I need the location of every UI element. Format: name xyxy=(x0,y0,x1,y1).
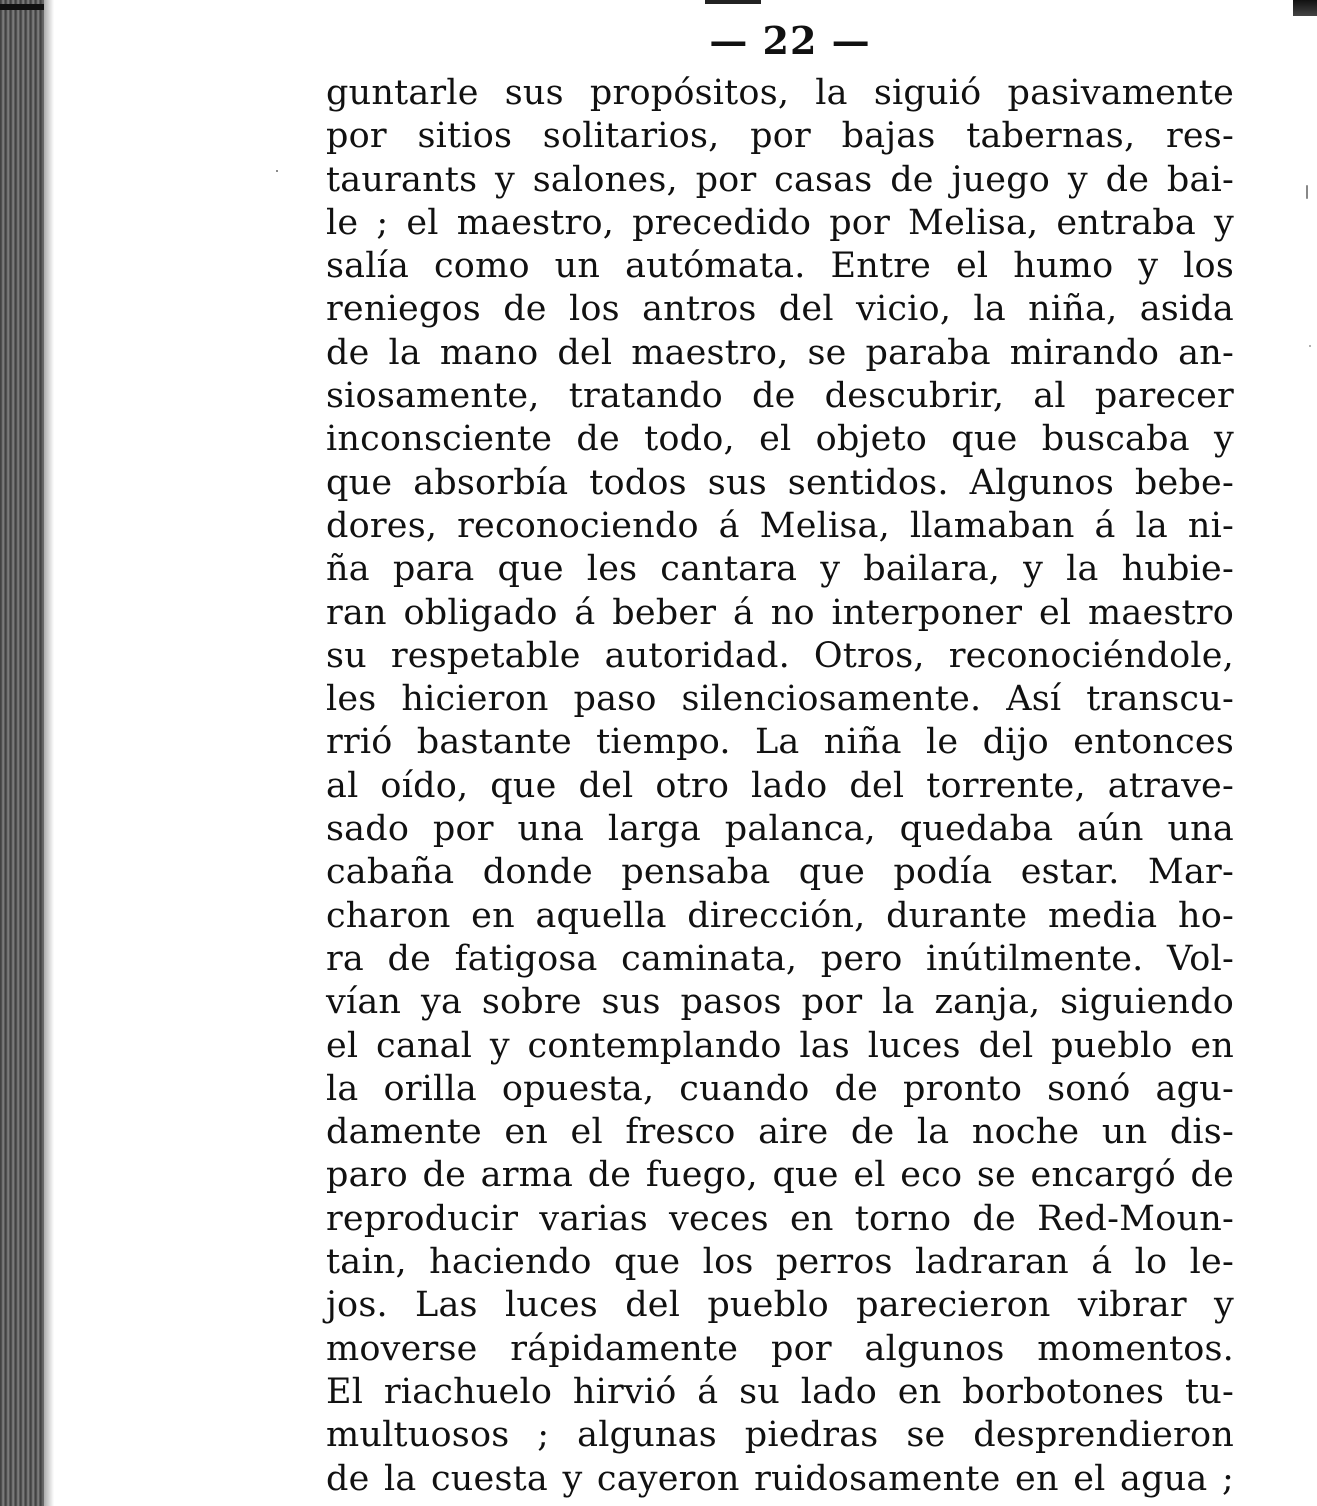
text-line: le ; el maestro, precedido por Melisa, entraba y xyxy=(326,202,1234,243)
text-line: tain, haciendo que los perros ladraran á lo le- xyxy=(326,1242,1234,1283)
page-number: — 22 — xyxy=(709,18,871,63)
text-line: guntarle sus propósitos, la siguió pasivamente xyxy=(326,73,1234,113)
text-line: el canal y contemplando las luces del pueblo en xyxy=(326,1025,1234,1066)
text-line: reniegos de los antros del vicio, la niña, asida xyxy=(326,289,1234,330)
text-line: vían ya sobre sus pasos por la zanja, siguiendo xyxy=(326,982,1234,1023)
text-line: cabaña donde pensaba que podía estar. Mar- xyxy=(326,852,1234,893)
paper-speck xyxy=(276,170,278,172)
text-line: les hicieron paso silenciosamente. Así transcu- xyxy=(326,679,1234,720)
text-line: ran obligado á beber á no interponer el maestro xyxy=(326,592,1234,633)
text-line: por sitios solitarios, por bajas tabernas, res- xyxy=(326,116,1234,157)
text-line: siosamente, tratando de descubrir, al parecer xyxy=(326,376,1234,417)
text-line: su respetable autoridad. Otros, reconociéndole, xyxy=(326,635,1234,676)
text-line: damente en el fresco aire de la noche un dis- xyxy=(326,1112,1234,1153)
text-line: salía como un autómata. Entre el humo y los xyxy=(326,246,1234,287)
text-line: taurants y salones, por casas de juego y de bai- xyxy=(326,159,1234,200)
text-line: ra de fatigosa caminata, pero inútilmente. Vol- xyxy=(326,938,1234,979)
scan-edge-mark xyxy=(705,0,761,4)
book-binding-edge xyxy=(0,0,44,1506)
text-line: que absorbía todos sus sentidos. Algunos bebe- xyxy=(326,462,1234,503)
text-line: charon en aquella dirección, durante media ho- xyxy=(326,895,1234,936)
text-line: dores, reconociendo á Melisa, llamaban á la ni- xyxy=(326,505,1234,546)
paper-speck xyxy=(1309,345,1311,347)
text-line: jos. Las luces del pueblo parecieron vibrar y xyxy=(326,1285,1234,1326)
text-line: rrió bastante tiempo. La niña le dijo entonces xyxy=(326,722,1234,763)
text-line: la orilla opuesta, cuando de pronto sonó agu- xyxy=(326,1068,1234,1109)
text-line: reproducir varias veces en torno de Red-Moun- xyxy=(326,1198,1234,1239)
body-text xyxy=(326,72,1234,1501)
text-line: inconsciente de todo, el objeto que buscaba y xyxy=(326,419,1234,460)
text-line: El riachuelo hirvió á su lado en borbotones tu- xyxy=(326,1371,1234,1412)
paper-speck xyxy=(1306,185,1308,199)
text-line: multuosos ; algunas piedras se desprendieron xyxy=(326,1415,1234,1456)
text-line: paro de arma de fuego, que el eco se encargó de xyxy=(326,1155,1234,1196)
text-line: de la cuesta y cayeron ruidosamente en el agua ; xyxy=(326,1458,1234,1499)
text-line: ña para que les cantara y bailara, y la hubie- xyxy=(326,549,1234,590)
text-line: sado por una larga palanca, quedaba aún una xyxy=(326,809,1234,850)
text-line: al oído, que del otro lado del torrente, atrave- xyxy=(326,765,1234,806)
scan-edge-mark xyxy=(1293,0,1317,16)
scan-edge-mark xyxy=(0,4,44,10)
text-line: moverse rápidamente por algunos momentos. xyxy=(326,1328,1234,1369)
text-line: de la mano del maestro, se paraba mirando an- xyxy=(326,332,1234,373)
